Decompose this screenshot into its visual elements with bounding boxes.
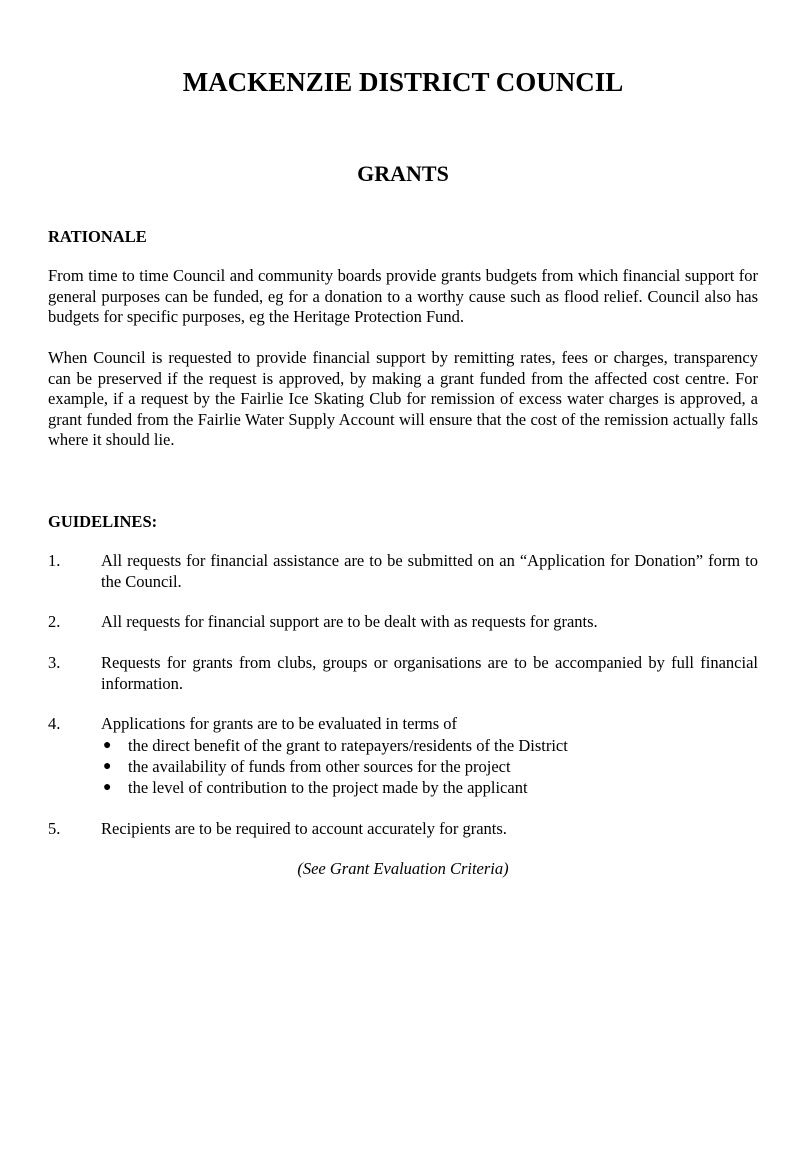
guideline-text: All requests for financial support are to be dealt with as requests for grants. — [101, 612, 598, 631]
guideline-number: 4. — [48, 714, 61, 733]
guideline-number: 1. — [48, 551, 61, 570]
rationale-heading: RATIONALE — [48, 227, 147, 246]
council-title: MACKENZIE DISTRICT COUNCIL — [182, 67, 624, 97]
guideline-text: Recipients are to be required to account accurately for grants. — [101, 819, 507, 838]
evaluation-criteria-note: (See Grant Evaluation Criteria) — [297, 859, 509, 878]
evaluation-bullet-list — [101, 735, 758, 798]
rationale-paragraph-2: When Council is requested to provide financial support by remitting rates, fees or charges, transparency can be preserved if the request is approved, by making a grant funded from the affected cost centre. For example, if a request by the Fairlie Ice Skating Club for remission of excess water charges is approved, a grant funded from the Fairlie Water Supply Account will ensure that the cost of the remission actually falls where it should lie. — [48, 348, 758, 449]
guideline-text: Requests for grants from clubs, groups or organisations are to be accompanied by full financial information. — [101, 653, 758, 693]
bullet-item: ● the availability of funds from other sources for the project — [103, 757, 511, 776]
guideline-number: 3. — [48, 653, 61, 672]
bullet-item: ● the direct benefit of the grant to ratepayers/residents of the District — [103, 736, 568, 755]
bullet-icon: ● — [103, 759, 112, 774]
guideline-number: 2. — [48, 612, 61, 631]
bullet-item: ● the level of contribution to the project made by the applicant — [103, 778, 528, 797]
bullet-icon: ● — [103, 738, 112, 753]
bullet-icon: ● — [103, 780, 112, 795]
guideline-number: 5. — [48, 819, 61, 838]
guideline-text: All requests for financial assistance are to be submitted on an “Application for Donation” form to the Council. — [101, 551, 758, 591]
guideline-text: Applications for grants are to be evaluated in terms of — [101, 714, 458, 733]
guidelines-heading: GUIDELINES: — [48, 512, 158, 531]
rationale-paragraph-1: From time to time Council and community boards provide grants budgets from which financial support for general purposes can be funded, eg for a donation to a worthy cause such as flood relief. Council also has budgets for specific purposes, eg the Heritage Protection Fund. — [48, 266, 758, 326]
document-subtitle: GRANTS — [357, 161, 449, 186]
